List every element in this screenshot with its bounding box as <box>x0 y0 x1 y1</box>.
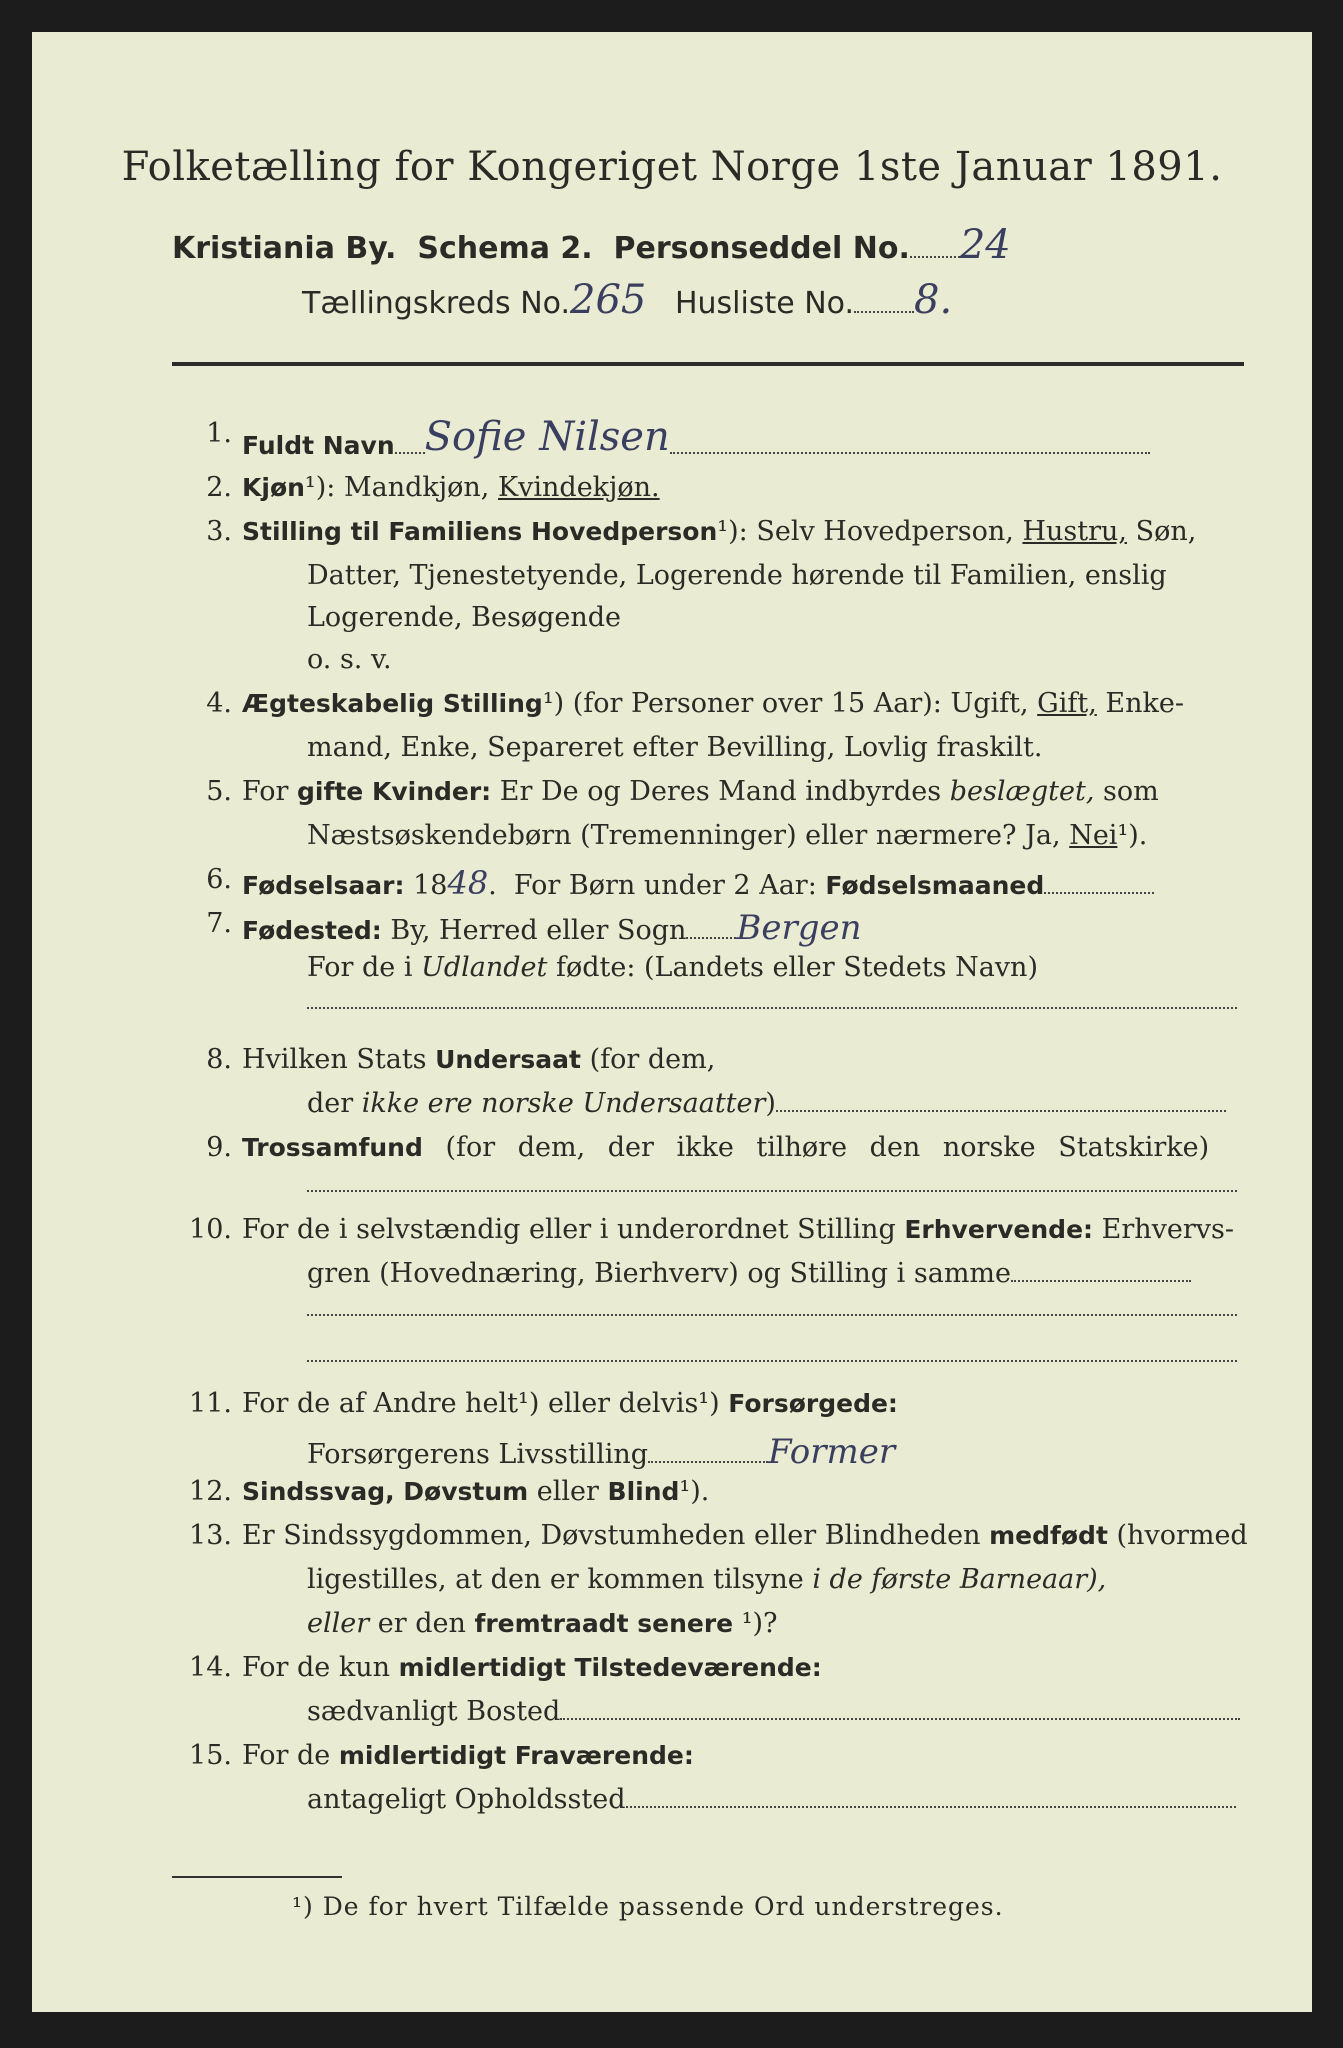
personseddel-number: 24 <box>959 222 1011 268</box>
field-number: 9. <box>206 1132 232 1163</box>
field-text: fødte: (Landets eller Stedets Navn) <box>555 952 1038 983</box>
field-text: Selv Hovedperson, <box>756 516 1014 547</box>
field-text: Hvilken Stats <box>242 1044 427 1075</box>
field-label: medfødt <box>989 1521 1108 1550</box>
field-text: gren (Hovednæring, Bierhverv) og Stilling i samme <box>307 1258 1012 1289</box>
field-3-line-3: Logerende, Besøgende <box>307 602 621 633</box>
field-text: Er Sindssygdommen, Døvstumheden eller Blindheden <box>242 1520 981 1551</box>
option-gift-selected: Gift, <box>1037 688 1097 719</box>
field-number: 3. <box>206 516 232 547</box>
field-text: ¹): <box>304 472 336 503</box>
blank-line <box>307 1190 1237 1192</box>
personseddel-label: Personseddel No. <box>613 231 910 266</box>
field-text: er den <box>377 1608 466 1639</box>
field-label: midlertidigt Tilstedeværende: <box>398 1653 822 1682</box>
field-text: 18 <box>413 870 448 901</box>
field-number: 7. <box>206 908 232 939</box>
field-13-line-2 <box>307 1564 1312 1595</box>
field-11-line-2 <box>307 1432 1312 1472</box>
field-text: Udlandet <box>421 952 548 983</box>
field-text: For Børn under 2 Aar: <box>513 870 817 901</box>
field-text: For de kun <box>242 1652 390 1683</box>
field-label: Stilling til Familiens Hovedperson <box>242 517 718 546</box>
field-text: For de af Andre helt¹) eller delvis¹) <box>242 1388 720 1419</box>
field-text: (for dem, <box>589 1044 716 1075</box>
field-8-line-2 <box>307 1088 1312 1119</box>
field-number: 1. <box>206 418 232 449</box>
provider-occupation-value: Former <box>768 1432 896 1472</box>
blank-line <box>307 1007 1237 1009</box>
field-text: For de i selvstændig eller i underordnet Stilling <box>242 1214 896 1245</box>
field-text: eller <box>536 1476 599 1507</box>
field-label: Fødselsmaaned <box>825 871 1045 900</box>
field-text: antageligt Opholdssted <box>307 1784 626 1815</box>
field-14-line-2 <box>307 1696 1312 1727</box>
field-number: 2. <box>206 472 232 503</box>
header-line-3 <box>302 277 1312 323</box>
option-kvindekjon-selected: Kvindekjøn. <box>497 472 660 503</box>
field-text: For de i <box>307 952 413 983</box>
field-text: For <box>242 776 289 807</box>
field-label: Fødselsaar: <box>242 871 405 900</box>
field-text: Næstsøskendebørn (Tremenninger) eller nærmere? Ja, <box>307 820 1061 851</box>
field-3-line-2: Datter, Tjenestetyende, Logerende hørende til Familien, enslig <box>307 560 1167 591</box>
field-text: ¹). <box>1117 820 1148 851</box>
field-label: Ægteskabelig Stilling <box>242 689 543 718</box>
field-label: Blind <box>607 1477 680 1506</box>
field-text: ¹). <box>679 1476 710 1507</box>
field-text: sædvanligt Bosted <box>307 1696 561 1727</box>
field-text: som <box>1103 776 1159 807</box>
birthplace-value: Bergen <box>736 908 862 948</box>
field-text: ¹): <box>717 516 748 547</box>
husliste-number: 8. <box>914 277 953 323</box>
field-text: ¹) (for Personer over 15 Aar): Ugift, <box>542 688 1029 719</box>
footnote: ¹) De for hvert Tilfælde passende Ord understreges. <box>292 1892 1004 1921</box>
field-label: Fødested: <box>242 916 382 945</box>
field-number: 4. <box>206 688 232 719</box>
field-number: 6. <box>206 864 232 895</box>
field-text: i de første Barneaar), <box>812 1564 1107 1595</box>
field-label: Kjøn <box>242 473 305 502</box>
field-number: 11. <box>189 1388 232 1419</box>
field-text: By, Herred eller Sogn <box>390 915 687 946</box>
field-text: For de <box>242 1740 331 1771</box>
option-mandkjon: Mandkjøn, <box>343 472 490 503</box>
blank-line <box>307 1360 1237 1362</box>
field-number: 5. <box>206 776 232 807</box>
husliste-label: Husliste No. <box>674 286 855 321</box>
field-5-line-2 <box>307 820 1312 851</box>
field-text: der <box>307 1088 354 1119</box>
form-title: Folketælling for Kongeriget Norge 1ste Januar 1891. <box>121 144 1223 190</box>
field-text: Erhvervs- <box>1101 1214 1235 1245</box>
field-label: Sindssvag, Døvstum <box>242 1477 529 1506</box>
census-form: Folketælling for Kongeriget Norge 1ste Januar 1891. Kristiania By. Schema 2. Personseddel No. 24 Tællingskreds No.265 Husliste No. 8. 1. Fuldt Navn Sofie Nilsen 2. Kjøn¹): Mandkjøn, Kvindekjøn. 3. Stilling til Familiens Hovedperson¹): Selv Hovedperson, Hustru, Søn, Datter, Tjenestetyende, Logerende hørende til Familien, enslig Logerende, Besøgende o. s. v. 4. Ægteskabelig Stilling¹) (for Personer over 15 Aar): Ugift, Gift, Enke- mand, Enke, Separeret efter Bevilling, Lovlig fraskilt. 5. For gifte Kvinder: Er De og Deres Mand indbyrdes beslægtet, som Næstsøskendebørn (Tremenninger) eller nærmere? Ja, Nei¹). 6. Fødselsaar: 1848. For Børn under 2 Aar: Fødselsmaaned 7. Fødested: By, Herred eller Sogn Bergen For de i Udlandet fødte: (Landets eller Stedets Navn) 8. Hvilken Stats Undersaat (for dem, der ikke ere norske Undersaatter) 9. Trossamfund (for dem, der ikke tilhøre den norske Statskirke) 10. For de i selvstændig eller i underordnet Stilling Erhvervende: Erhvervs- gren (Hovednæring, Bierhverv) og Stilling i samme 11. For de af Andre helt¹) eller delvis¹) Forsørgede: Forsørgerens Livsstilling Former 12. Sindssvag, Døvstum eller Blind¹). 13. Er Sindssygdommen, Døvstumheden eller Blindheden medfødt (hvormed ligestilles, at den er kommen tilsyne i de første Barneaar), eller er den fremtraadt senere ¹)? 14. For de kun midlertidigt Tilstedeværende: sædvanligt Bosted 15. For de midlertidigt Fraværende: antageligt Opholdssted ¹) De for hvert Tilfælde passende Ord understreges. <box>32 32 1312 2012</box>
kreds-label: Tællingskreds No. <box>302 286 570 321</box>
name-value: Sofie Nilsen <box>424 414 670 460</box>
field-3-line-4: o. s. v. <box>307 644 392 675</box>
field-text: beslægtet, <box>949 776 1095 807</box>
field-15-line-2 <box>307 1784 1312 1815</box>
field-text: (for dem, der ikke tilhøre den norske Statskirke) <box>445 1132 1210 1163</box>
field-10-line-2 <box>307 1258 1312 1289</box>
option-nei-selected: Nei <box>1069 820 1118 851</box>
field-number: 15. <box>189 1740 232 1771</box>
birth-year-value: 48 <box>447 864 489 902</box>
field-number: 10. <box>189 1214 232 1245</box>
field-13-line-3 <box>307 1608 1312 1639</box>
field-7-line-2 <box>307 952 1312 983</box>
field-label: midlertidigt Fraværende: <box>338 1741 694 1770</box>
field-4-line-2: mand, Enke, Separeret efter Bevilling, Lovlig fraskilt. <box>307 732 1043 763</box>
blank-line <box>307 1314 1237 1316</box>
field-label: gifte Kvinder: <box>297 777 492 806</box>
field-text: Forsørgerens Livsstilling <box>307 1439 649 1470</box>
field-label: Trossamfund <box>242 1133 423 1162</box>
field-text: ikke ere norske Undersaatter <box>361 1088 766 1119</box>
footnote-rule <box>172 1876 342 1878</box>
header-line-2 <box>172 222 1312 268</box>
option-hustru-selected: Hustru, <box>1022 516 1127 547</box>
field-label: Undersaat <box>435 1045 581 1074</box>
field-text: ¹)? <box>741 1608 778 1639</box>
header-rule <box>172 362 1244 366</box>
field-text: Er De og Deres Mand indbyrdes <box>499 776 942 807</box>
field-label: fremtraadt senere <box>474 1609 734 1638</box>
field-text: Søn, <box>1135 516 1197 547</box>
field-number: 12. <box>189 1476 232 1507</box>
field-text: ligestilles, at den er kommen tilsyne <box>307 1564 804 1595</box>
field-label: Erhvervende: <box>904 1215 1094 1244</box>
field-number: 8. <box>206 1044 232 1075</box>
field-number: 14. <box>189 1652 232 1683</box>
field-text: ) <box>765 1088 776 1119</box>
field-label: Fuldt Navn <box>242 431 395 460</box>
field-text: Enke- <box>1105 688 1184 719</box>
schema-label: Schema 2. <box>417 231 593 266</box>
city-label: Kristiania By. <box>172 231 397 266</box>
field-number: 13. <box>189 1520 232 1551</box>
field-text: (hvormed <box>1116 1520 1248 1551</box>
field-text: eller <box>307 1608 370 1639</box>
field-label: Forsørgede: <box>728 1389 898 1418</box>
kreds-number: 265 <box>570 277 647 323</box>
